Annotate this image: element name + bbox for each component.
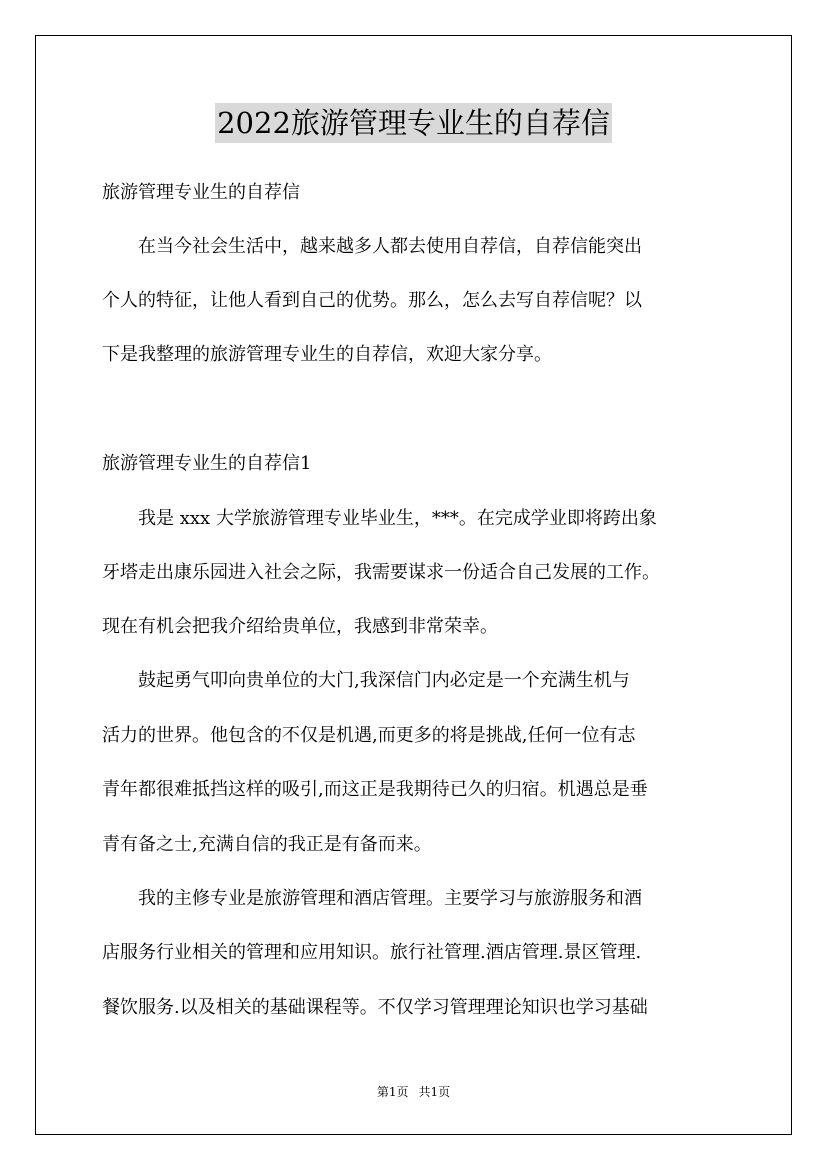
paragraph3-line-2: 店服务行业相关的管理和应用知识。旅行社管理.酒店管理.景区管理. [102,942,642,963]
section-heading: 旅游管理专业生的自荐信1 [102,453,312,474]
paragraph2-line-1: 鼓起勇气叩向贵单位的大门,我深信门内必定是一个充满生机与 [102,670,630,691]
paragraph3-line-3: 餐饮服务.以及相关的基础课程等。不仅学习管理理论知识也学习基础 [102,997,648,1018]
paragraph2-line-2: 活力的世界。他包含的不仅是机遇,而更多的将是挑战,任何一位有志 [102,725,636,746]
paragraph2-line-4: 青有备之士,充满自信的我正是有备而来。 [102,834,432,855]
paragraph1-line-2: 牙塔走出康乐园进入社会之际，我需要谋求一份适合自己发展的工作。 [102,562,660,583]
title-container [0,103,827,143]
document-title: 2022旅游管理专业生的自荐信 [215,103,612,143]
intro-line-2: 个人的特征，让他人看到自己的优势。那么，怎么去写自荐信呢？以 [102,290,642,311]
page-total: 共1页 [418,1085,451,1099]
paragraph2-line-3: 青年都很难抵挡这样的吸引,而这正是我期待已久的归宿。机遇总是垂 [102,779,648,800]
page-footer [0,1083,827,1100]
intro-line-3: 下是我整理的旅游管理专业生的自荐信，欢迎大家分享。 [102,344,552,365]
paragraph1-line-3: 现在有机会把我介绍给贵单位，我感到非常荣幸。 [102,616,498,637]
subtitle: 旅游管理专业生的自荐信 [102,182,300,203]
paragraph3-line-1: 我的主修专业是旅游管理和酒店管理。主要学习与旅游服务和酒 [102,888,642,909]
page-number: 第1页 [376,1085,409,1099]
intro-line-1: 在当今社会生活中，越来越多人都去使用自荐信，自荐信能突出 [102,236,642,257]
paragraph1-line-1: 我是 xxx 大学旅游管理专业毕业生，***。在完成学业即将跨出象 [102,508,657,529]
